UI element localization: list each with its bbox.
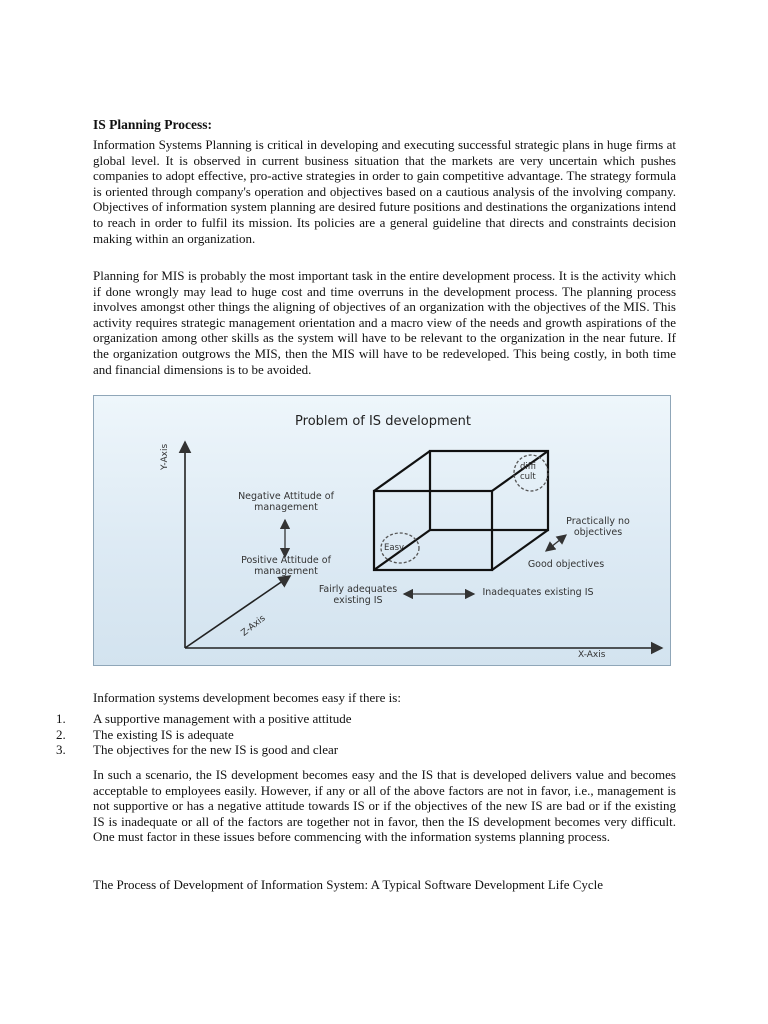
easy-conditions-list bbox=[56, 711, 352, 758]
good-objectives-label: Good objectives bbox=[527, 559, 605, 570]
inadequate-label: Inadequates existing IS bbox=[482, 587, 594, 598]
z-axis-line bbox=[185, 576, 290, 648]
list-item-text: The existing IS is adequate bbox=[93, 726, 234, 742]
is-development-diagram bbox=[93, 395, 671, 666]
list-item-text: A supportive management with a positive attitude bbox=[93, 711, 352, 726]
list-item bbox=[56, 742, 352, 758]
diagram-title: Problem of IS development bbox=[295, 414, 471, 429]
difficult-label-line2: cult bbox=[520, 472, 536, 482]
fairly-adequate-label: Fairly adequates existing IS bbox=[318, 584, 398, 606]
list-item-number: 3. bbox=[56, 742, 66, 758]
difficult-label-line1: diffi bbox=[520, 462, 536, 472]
section-heading: IS Planning Process: bbox=[93, 117, 213, 132]
positive-attitude-label: Positive Attitude of management bbox=[241, 555, 331, 577]
easy-label: Easy bbox=[384, 543, 405, 553]
y-axis-label: Y-Axis bbox=[160, 443, 170, 470]
list-item bbox=[56, 711, 352, 727]
paragraph-is-planning: Information Systems Planning is critical in developing and executing successful strategic plans in huge firms at global level. It is observed in current business situation that the markets are very uncertain which pushes companies to adopt effective, pro-active strategies in order to gain competitive advantage. The strategy formula is oriented through company's operation and objectives based on a cautious analysis of the involving company. Objectives of information system planning are desired future positions and destinations the organizations intend to reach in order to fulfil its mission. Its policies are a general guideline that directs and constraints decision making within an organization. bbox=[93, 137, 676, 246]
z-axis-label: Z-Axis bbox=[239, 613, 268, 639]
x-axis-label: X-Axis bbox=[578, 650, 606, 660]
list-item bbox=[56, 727, 352, 743]
sdlc-heading-line: The Process of Development of Information System: A Typical Software Development Life Cycle bbox=[93, 877, 604, 892]
list-lead-text: Information systems development becomes easy if there is: bbox=[93, 690, 401, 705]
list-item-number: 2. bbox=[56, 726, 66, 742]
negative-attitude-label: Negative Attitude of management bbox=[238, 491, 334, 513]
practically-no-objectives-label: Practically no objectives bbox=[566, 516, 630, 538]
list-item-number: 1. bbox=[56, 711, 66, 726]
paragraph-planning-mis: Planning for MIS is probably the most important task in the entire development process. It is the activity which if done wrongly may lead to huge cost and time overruns in the development process. The planning process involves amongst other things the aligning of objectives of an organization with the objectives of the MIS. This activity requires strategic management orientation and a macro view of the needs and growth aspirations of the organization among other skills as the system will have to be relevant to the organization in the near future. If the organization outgrows the MIS, then the MIS will have to be redeveloped. This being costly, in both time and financial dimensions is to be avoided. bbox=[93, 268, 676, 377]
paragraph-scenario: In such a scenario, the IS development becomes easy and the IS that is developed delivers value and becomes acceptable to employees easily. However, if any or all of the above factors are not in favor, i.e., management is not supportive or has a negative attitude towards IS or if the objectives of the new IS are bad or if the existing IS is inadequate or all of the factors are together not in favor, then the IS development becomes very difficult. One must factor in these issues before commencing with the information systems planning process. bbox=[93, 767, 676, 845]
list-item-text: The objectives for the new IS is good and clear bbox=[93, 742, 339, 758]
